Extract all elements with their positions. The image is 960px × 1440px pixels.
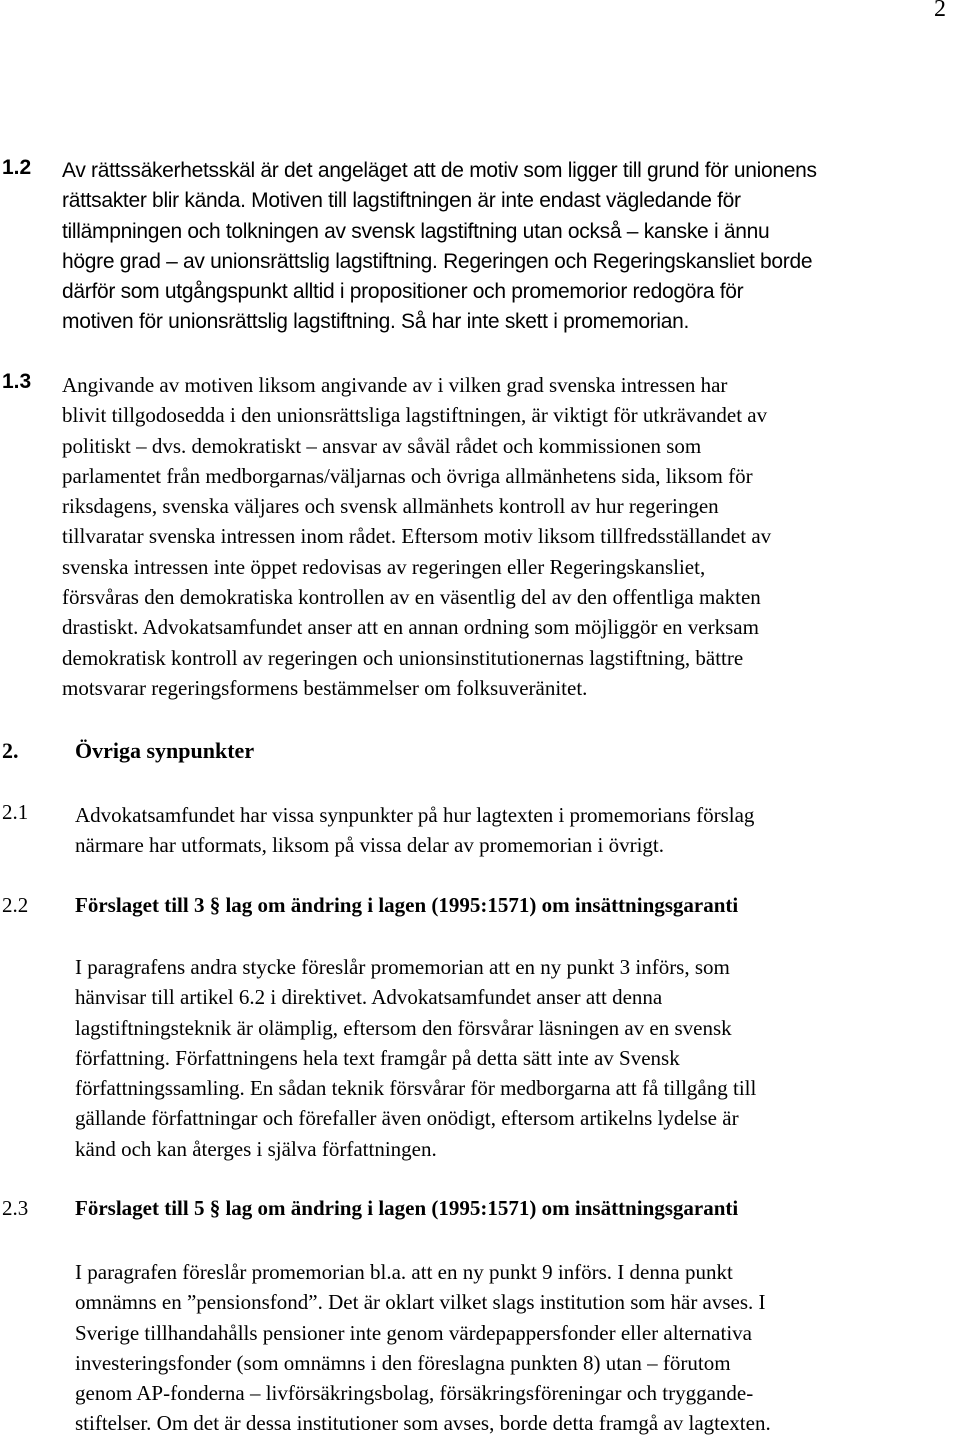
section-2-3-heading: Förslaget till 5 § lag om ändring i lagen (1995:1571) om insättningsgaranti — [75, 1196, 739, 1220]
section-number-2: 2. — [2, 738, 19, 763]
text-line: känd och kan återges i själva författningen. — [75, 1136, 437, 1161]
text-line: riksdagens, svenska väljares och svensk allmänhets kontroll av hur regeringen — [62, 494, 719, 519]
text-line: gällande författningar och förefaller även onödigt, eftersom artikelns lydelse är — [75, 1106, 739, 1131]
text-line: hänvisar till artikel 6.2 i direktivet. Advokatsamfundet anser att denna — [75, 985, 663, 1010]
text-line: därför som utgångspunkt alltid i propositioner och promemorior redogöra för — [62, 280, 744, 304]
section-2-2-heading: Förslaget till 3 § lag om ändring i lagen (1995:1571) om insättningsgaranti — [75, 893, 739, 917]
text-line: demokratisk kontroll av regeringen och unionsinstitutionernas lagstiftning, bättre — [62, 645, 744, 670]
section-2-3-text — [75, 1257, 771, 1439]
text-line: parlamentet från medborgarnas/väljarnas och övriga allmänhetens sida, liksom för — [62, 463, 753, 488]
text-line: I paragrafen föreslår promemorian bl.a. att en ny punkt 9 införs. I denna punkt — [75, 1260, 733, 1284]
text-line: blivit tillgodosedda i den unionsrättsliga lagstiftningen, är viktigt för utkrävandet av — [62, 403, 768, 428]
section-1-2-text — [62, 156, 817, 338]
text-line: Advokatsamfundet har vissa synpunkter på hur lagtexten i promemorians förslag — [75, 803, 755, 827]
section-number-2-2: 2.2 — [2, 893, 29, 917]
text-line: genom AP-fonderna – livförsäkringsbolag, försäkringsföreningar och tryggande- — [75, 1381, 754, 1406]
text-line: närmare har utformats, liksom på vissa delar av promemorian i övrigt. — [75, 833, 664, 858]
section-number-1-3: 1.3 — [2, 370, 32, 393]
text-line: författning. Författningens hela text framgår på detta sätt inte av Svensk — [75, 1045, 680, 1070]
section-2-2-text — [75, 952, 756, 1164]
text-line: politiskt – dvs. demokratiskt – ansvar av såväl rådet och kommissionen som — [62, 433, 702, 458]
text-line: motiven för unionsrättslig lagstiftning. Så har inte skett i promemorian. — [62, 310, 690, 334]
text-line: Av rättssäkerhetsskäl är det angeläget att de motiv som ligger till grund för unionens — [62, 159, 817, 182]
text-line: motsvarar regeringsformens bestämmelser om folksuveränitet. — [62, 675, 588, 700]
text-line: försvåras den demokratiska kontrollen av en väsentlig del av den offentliga makten — [62, 585, 761, 610]
section-number-2-1: 2.1 — [2, 800, 29, 824]
page-number: 2 — [934, 0, 946, 22]
text-line: högre grad – av unionsrättslig lagstiftning. Regeringen och Regeringskansliet borde — [62, 249, 813, 273]
text-line: tillämpningen och tolkningen av svensk lagstiftning utan också – kanske i ännu — [62, 219, 770, 243]
text-line: tillvaratar svenska intressen inom rådet. Eftersom motiv liksom tillfredsställandet av — [62, 524, 772, 549]
text-line: stiftelser. Om det är dessa institutioner som avses, borde detta framgå av lagtexten. — [75, 1411, 771, 1436]
text-line: Angivande av motiven liksom angivande av i vilken grad svenska intressen har — [62, 373, 728, 397]
section-number-2-3: 2.3 — [2, 1196, 29, 1220]
text-line: Sverige tillhandahålls pensioner inte genom värdepappersfonder eller alternativa — [75, 1320, 752, 1345]
text-line: rättsakter blir kända. Motiven till lagstiftningen är inte endast vägledande för — [62, 189, 741, 213]
section-1-3-text — [62, 370, 771, 703]
text-line: I paragrafens andra stycke föreslår promemorian att en ny punkt 3 införs, som — [75, 955, 730, 979]
text-line: omnämns en ”pensionsfond”. Det är oklart vilket slags institution som här avses. I — [75, 1290, 766, 1315]
text-line: svenska intressen inte öppet redovisas av regeringen eller Regeringskansliet, — [62, 554, 706, 579]
text-line: drastiskt. Advokatsamfundet anser att en annan ordning som möjliggör en verksam — [62, 615, 759, 640]
text-line: lagstiftningsteknik är olämplig, eftersom den försvårar läsningen av en svensk — [75, 1015, 732, 1040]
text-line: författningssamling. En sådan teknik försvårar för medborgarna att få tillgång till — [75, 1076, 757, 1101]
text-line: investeringsfonder (som omnämns i den föreslagna punkten 8) utan – förutom — [75, 1350, 731, 1375]
section-number-1-2: 1.2 — [2, 156, 32, 179]
section-2-1-text — [75, 800, 754, 861]
section-2-title: Övriga synpunkter — [75, 738, 255, 763]
